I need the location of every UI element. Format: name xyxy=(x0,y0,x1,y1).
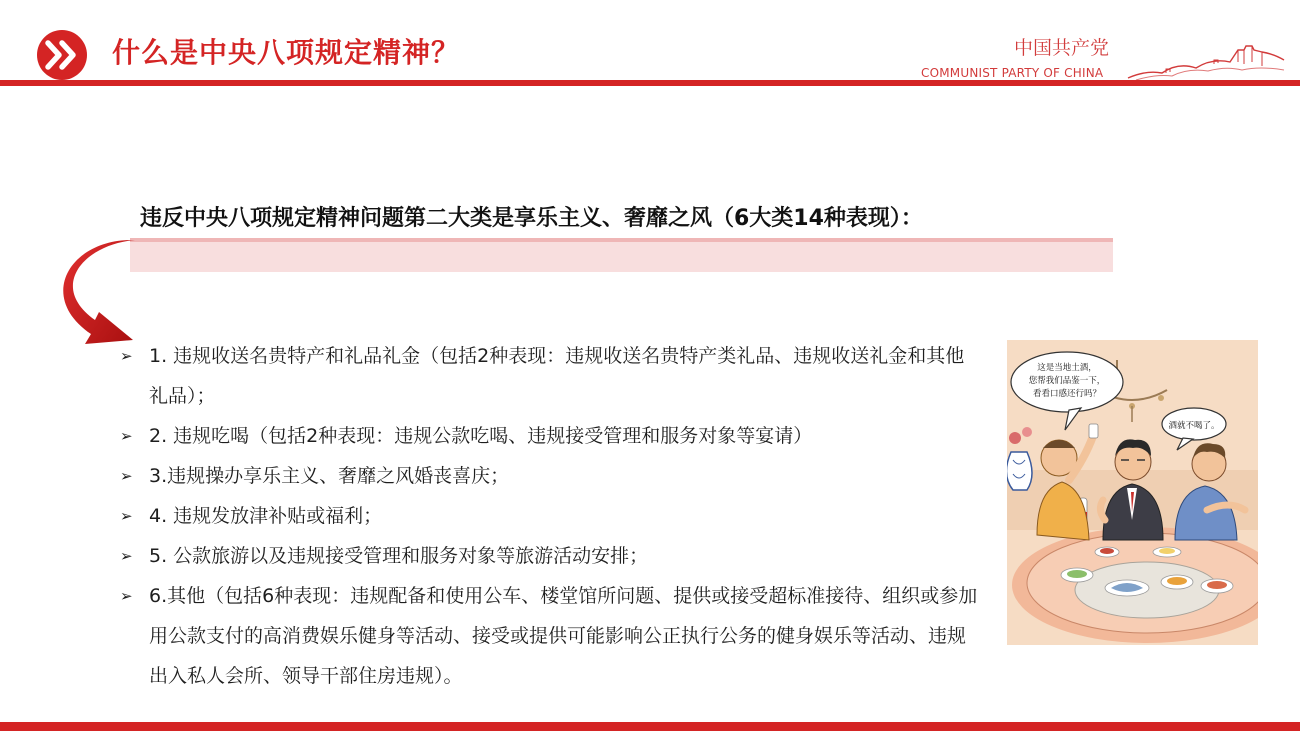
list-item xyxy=(120,576,980,696)
list-item-text: 1. 违规收送名贵特产和礼品礼金（包括2种表现：违规收送名贵特产类礼品、违规收送礼金和其他礼品）； xyxy=(149,345,965,407)
brand-name-en: COMMUNIST PARTY OF CHINA xyxy=(921,66,1104,80)
bubble-host-line3: 看看口感还行吗？ xyxy=(1032,389,1102,399)
list-item-text: 3.违规操办享乐主义、奢靡之风婚丧喜庆； xyxy=(149,465,510,487)
arrow-bullet-icon: ➢ xyxy=(120,547,133,565)
brand-name-cn: 中国共产党 xyxy=(1014,37,1110,59)
arrow-bullet-icon: ➢ xyxy=(120,467,133,485)
list-item xyxy=(120,496,980,536)
list-item xyxy=(120,536,980,576)
page-title: 什么是中央八项规定精神？ xyxy=(112,36,461,69)
bubble-host-line1: 这是当地土酒， xyxy=(1037,363,1097,373)
list-item xyxy=(120,416,980,456)
list-item-text: 2. 违规吃喝（包括2种表现：违规公款吃喝、违规接受管理和服务对象等宴请） xyxy=(149,425,813,447)
header-divider xyxy=(0,80,1300,86)
great-wall-icon xyxy=(1126,40,1286,82)
double-chevron-right-icon xyxy=(45,40,79,70)
bubble-host-line2: 您帮我们品鉴一下， xyxy=(1028,376,1106,386)
arrow-bullet-icon: ➢ xyxy=(120,347,133,365)
list-item-text: 6.其他（包括6种表现：违规配备和使用公车、楼堂馆所问题、提供或接受超标准接待、组织或参加用公款支付的高消费娱乐健身等活动、接受或提供可能影响公正执行公务的健身娱乐等活动、违规出入私人会所、领导干部住房违规）。 xyxy=(149,585,978,687)
heading-highlight-bar xyxy=(130,238,1113,272)
footer-bar xyxy=(0,722,1300,731)
arrow-bullet-icon: ➢ xyxy=(120,507,133,525)
curved-arrow-icon xyxy=(55,236,145,348)
section-heading: 违反中央八项规定精神问题第二大类是享乐主义、奢靡之风（6大类14种表现）： xyxy=(140,206,923,231)
arrow-bullet-icon: ➢ xyxy=(120,427,133,445)
header-chevron-icon xyxy=(37,30,87,80)
list-item xyxy=(120,336,980,416)
list-item-text: 4. 违规发放津补贴或福利； xyxy=(149,505,383,527)
violation-list xyxy=(120,336,980,696)
arrow-bullet-icon: ➢ xyxy=(120,587,133,605)
banquet-cartoon xyxy=(1007,340,1258,645)
list-item-text: 5. 公款旅游以及违规接受管理和服务对象等旅游活动安排； xyxy=(149,545,649,567)
list-item xyxy=(120,456,980,496)
bubble-official-text: 酒就不喝了。 xyxy=(1168,421,1220,431)
banquet-cartoon-illustration xyxy=(1007,340,1258,645)
